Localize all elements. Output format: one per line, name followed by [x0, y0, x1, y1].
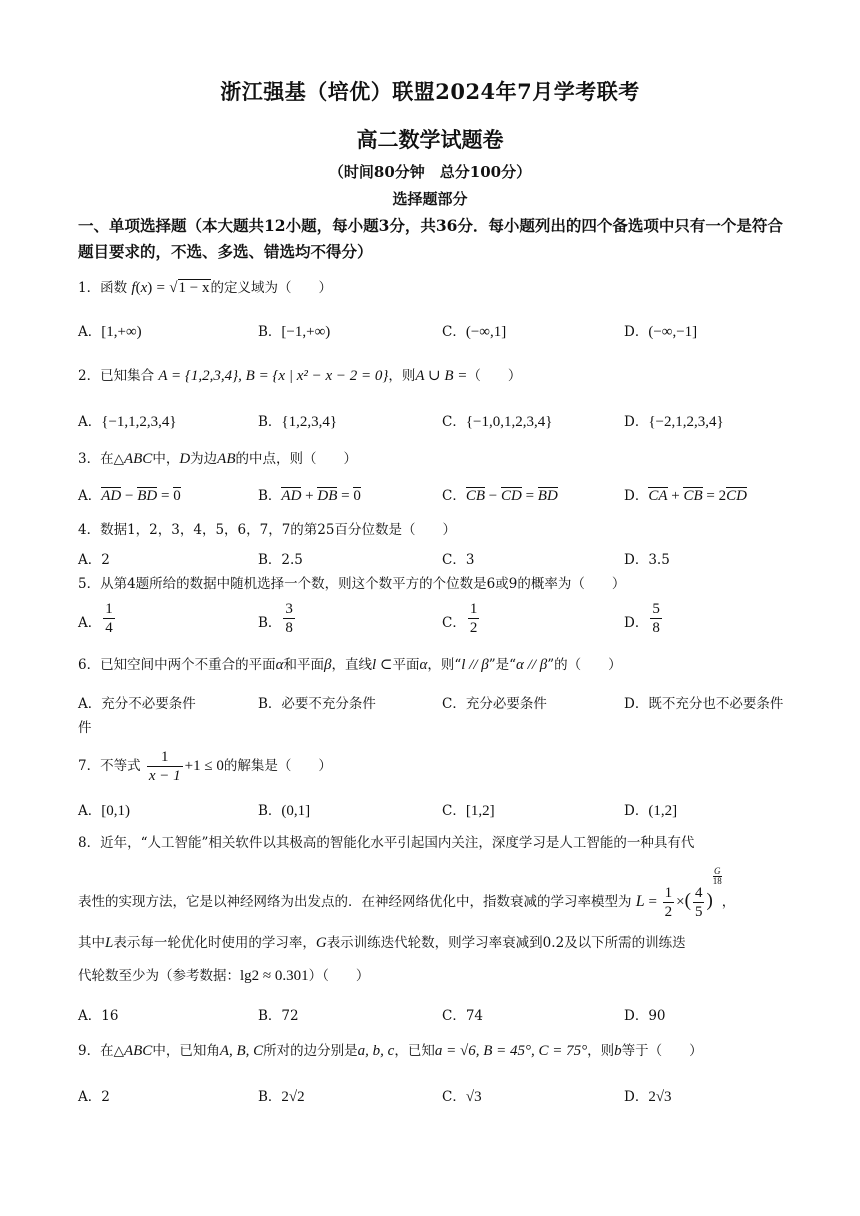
math-radicand: 1 − x	[178, 280, 210, 296]
options-4	[78, 548, 784, 570]
option-b[interactable]: B．{1,2,3,4}	[258, 414, 338, 430]
option-c[interactable]: C．[1,2]	[442, 803, 495, 819]
math-reference: lg2 ≈ 0.301	[240, 968, 309, 984]
question-text: 数据1，2，3，4，5，6，7，7的第25百分位数是（ ）	[100, 522, 456, 538]
question-text: ，则	[587, 1043, 615, 1059]
option-c[interactable]: C．{−1,0,1,2,3,4}	[442, 414, 553, 430]
option-b[interactable]: B．[−1,+∞)	[258, 324, 331, 340]
question-number: 8．	[78, 835, 101, 851]
question-text: ，直线	[331, 657, 372, 673]
option-b[interactable]: B．AD + DB = 0	[258, 488, 361, 504]
option-d[interactable]: D．(1,2]	[624, 803, 678, 819]
question-text: 已知集合	[100, 368, 155, 384]
math-triangle: ABC	[123, 1043, 153, 1059]
options-1	[78, 320, 784, 342]
question-5	[78, 574, 784, 594]
math-x: x	[140, 280, 148, 296]
option-d[interactable]: D． $\frac{5}{8}$	[624, 601, 660, 636]
exam-title: 浙江强基（培优）联盟2024年7月学考联考	[220, 79, 640, 104]
question-number: 3．	[78, 451, 101, 467]
question-text: 在△	[100, 1043, 124, 1059]
option-d-wrap: 件	[78, 720, 92, 736]
math-point: D	[179, 451, 191, 467]
question-number: 1．	[78, 280, 101, 296]
option-c[interactable]: C．CB − CD = BD	[442, 488, 558, 504]
math-condition-2: α // β	[516, 657, 548, 673]
question-text: 代轮数至少为（参考数据：	[78, 968, 240, 984]
question-text: ）（ ）	[308, 968, 370, 984]
option-a[interactable]: A．2	[78, 552, 110, 568]
option-a[interactable]: A．[1,+∞)	[78, 324, 142, 340]
option-c[interactable]: C．√3	[442, 1089, 482, 1105]
question-8	[78, 833, 784, 853]
option-c[interactable]: C． $\frac{1}{2}$	[442, 601, 478, 636]
math-given: a = √6, B = 45°, C = 75°	[434, 1043, 588, 1059]
section-title: 一、单项选择题（本大题共12小题，每小题3分，共36分．每小题列出的四个备选项中只有一个是符合题目要求的，不选、多选、错选均不得分）	[78, 216, 783, 261]
math-sides: a, b, c	[357, 1043, 395, 1059]
option-b[interactable]: B．2√2	[258, 1089, 305, 1105]
math-fraction: $\frac{1}{x - 1}$	[148, 749, 181, 784]
math-sets: A = {1,2,3,4}, B = {x | x² − x − 2 = 0}	[158, 368, 389, 384]
option-b[interactable]: B．72	[258, 1008, 299, 1024]
math-union: A ∪ B =	[415, 368, 468, 384]
question-text: 平面	[392, 657, 420, 673]
option-c[interactable]: C．74	[442, 1008, 484, 1024]
option-a[interactable]: A． $\frac{1}{4}$	[78, 601, 113, 636]
option-d[interactable]: D．CA + CB = 2CD	[624, 488, 747, 504]
options-7	[78, 799, 784, 821]
question-text: ，则“	[427, 657, 462, 673]
math-alpha: α	[275, 657, 284, 673]
option-a[interactable]: A．充分不必要条件	[78, 696, 196, 712]
question-text: 不等式	[100, 758, 141, 774]
question-text: 的定义域为（ ）	[210, 280, 332, 296]
option-b[interactable]: B． $\frac{3}{8}$	[258, 601, 293, 636]
question-4	[78, 520, 784, 540]
question-text: 等于（ ）	[621, 1043, 703, 1059]
question-text: 表示训练迭代轮数，则学习率衰减到0.2及以下所需的训练迭	[326, 935, 686, 951]
question-6	[78, 655, 784, 675]
question-text: 的中点，则（ ）	[235, 451, 357, 467]
question-number: 2．	[78, 368, 101, 384]
math-segment: AB	[217, 451, 236, 467]
options-9	[78, 1085, 784, 1107]
question-text: 中，已知角	[152, 1043, 220, 1059]
option-b[interactable]: B．2.5	[258, 552, 303, 568]
math-b: b	[614, 1043, 622, 1059]
options-3	[78, 484, 784, 506]
math-fx: f	[131, 280, 136, 296]
option-a[interactable]: A．{−1,1,2,3,4}	[78, 414, 177, 430]
question-number: 4．	[78, 522, 101, 538]
math-condition-1: l // β	[461, 657, 489, 673]
option-a[interactable]: A．2	[78, 1089, 110, 1105]
option-c[interactable]: C．(−∞,1]	[442, 324, 507, 340]
math-beta: β	[323, 657, 332, 673]
question-text: 中，	[152, 451, 180, 467]
exam-subtitle: 高二数学试题卷	[356, 127, 504, 152]
question-text: 其中	[78, 935, 105, 951]
question-text: ，则	[388, 368, 416, 384]
question-number: 5．	[78, 576, 101, 592]
option-a[interactable]: A．16	[78, 1008, 119, 1024]
question-8-line-3	[78, 933, 784, 953]
part-heading: 选择题部分	[392, 190, 468, 208]
options-6	[78, 692, 784, 714]
time-info: （时间80分钟 总分100分）	[328, 163, 532, 181]
option-d[interactable]: D．(−∞,−1]	[624, 324, 698, 340]
question-text: ，已知	[394, 1043, 435, 1059]
question-number: 9．	[78, 1043, 101, 1059]
options-2	[78, 410, 784, 432]
option-d[interactable]: D．既不充分也不必要条件	[624, 696, 784, 712]
question-text: ”是“	[488, 657, 517, 673]
option-d[interactable]: D．90	[624, 1008, 666, 1024]
options-8	[78, 1004, 784, 1026]
option-c[interactable]: C．充分必要条件	[442, 696, 547, 712]
question-text: 已知空间中两个不重合的平面	[100, 657, 276, 673]
question-text: 的解集是（ ）	[223, 758, 332, 774]
math-triangle: ABC	[123, 451, 153, 467]
question-text: 表性的实现方法，它是以神经网络为出发点的．在神经网络优化中，指数衰减的学习率模型为	[78, 894, 632, 910]
math-eq: =	[156, 280, 165, 296]
option-c[interactable]: C．3	[442, 552, 475, 568]
option-d[interactable]: D．3.5	[624, 552, 670, 568]
option-a[interactable]: A．AD − BD = 0	[78, 488, 181, 504]
question-text: 所对的边分别是	[263, 1043, 358, 1059]
question-text: 近年，“人工智能”相关软件以其极高的智能化水平引起国内关注，深度学习是人工智能的一种具有代	[100, 835, 695, 851]
question-text: 为边	[190, 451, 218, 467]
math-L: L	[105, 935, 114, 951]
option-b[interactable]: B．必要不充分条件	[258, 696, 376, 712]
question-text: 和平面	[283, 657, 324, 673]
math-inequality: +1 ≤ 0	[184, 758, 224, 774]
question-text: 表示每一轮优化时使用的学习率，	[113, 935, 316, 951]
question-number: 7．	[78, 758, 101, 774]
math-angles: A, B, C	[219, 1043, 264, 1059]
question-9	[78, 1041, 784, 1061]
question-text: 从第4题所给的数据中随机选择一个数，则这个数平方的个位数是6或9的概率为（ ）	[100, 576, 626, 592]
question-text: 在△	[100, 451, 124, 467]
question-text: 函数	[100, 280, 128, 296]
math-line: l ⊂	[371, 657, 393, 673]
option-b[interactable]: B．(0,1]	[258, 803, 311, 819]
option-d[interactable]: D．2√3	[624, 1089, 672, 1105]
question-8-line-4	[78, 966, 784, 986]
question-3	[78, 449, 784, 469]
option-d[interactable]: D．{−2,1,2,3,4}	[624, 414, 724, 430]
question-2	[78, 366, 784, 386]
math-G: G	[315, 935, 327, 951]
options-5	[78, 602, 784, 642]
question-8-line-2: 表性的实现方法，它是以神经网络为出发点的．在神经网络优化中，指数衰减的学习率模型为 L = $\frac{1}{2}$ ×( $\frac{4}{5}$ ) G 18，	[78, 866, 736, 920]
math-alpha: α	[419, 657, 428, 673]
question-text: （ ）	[467, 368, 522, 384]
question-1: 1．函数 f(x) = √1 − x的定义域为（ ）	[78, 280, 332, 296]
option-a[interactable]: A．[0,1)	[78, 803, 130, 819]
question-7	[78, 748, 784, 785]
question-text: ”的（ ）	[547, 657, 622, 673]
question-number: 6．	[78, 657, 101, 673]
